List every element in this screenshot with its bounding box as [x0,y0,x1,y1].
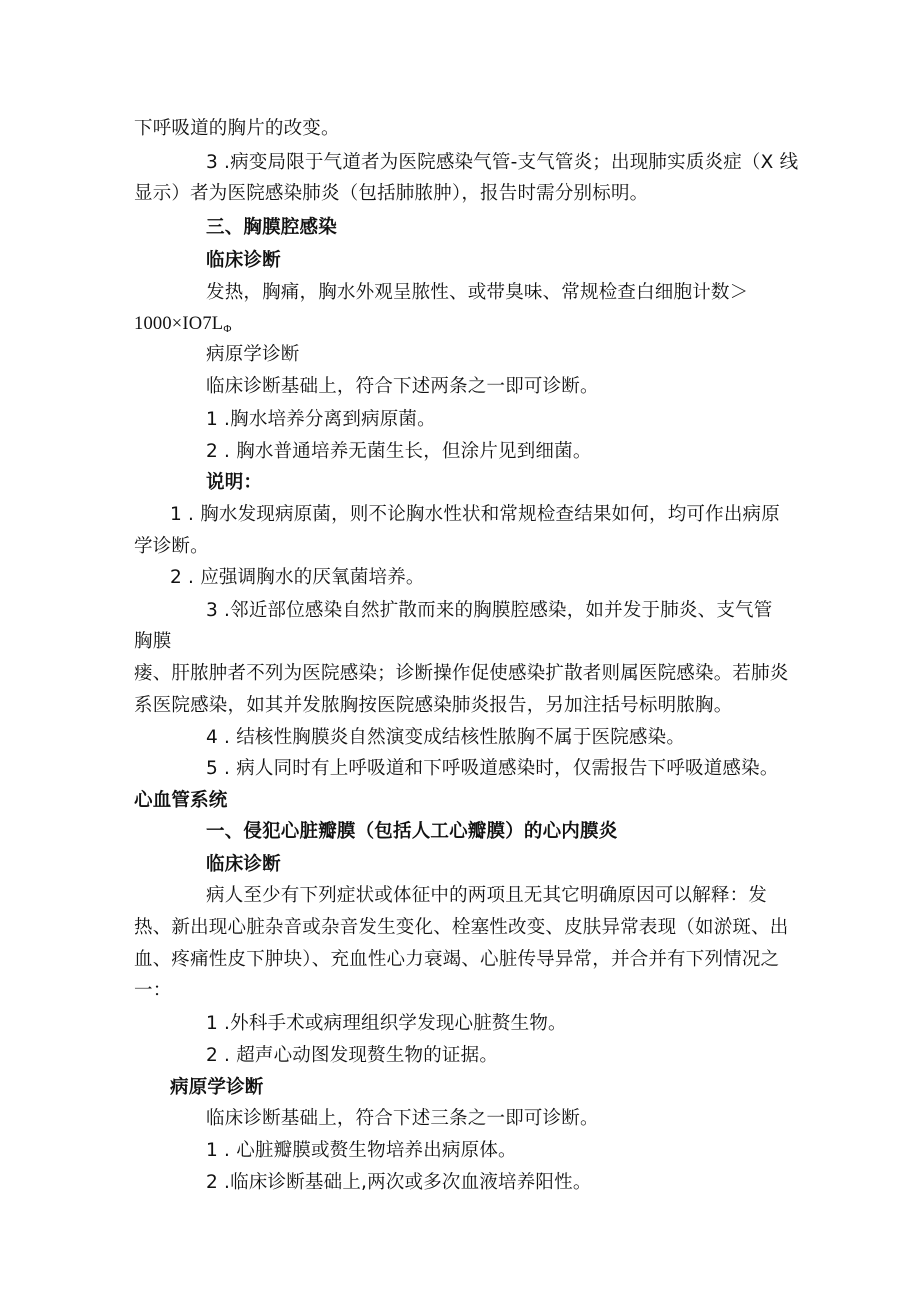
list-item: 1 . 心脏瓣膜或赘生物培养出病原体。 [206,1140,517,1161]
text-line: 热、新出现心脏杂音或杂音发生变化、栓塞性改变、皮肤异常表现（如淤斑、出 [134,917,789,938]
text-line [134,312,232,341]
text-line: 显示）者为医院感染肺炎（包括肺脓肿），报告时需分别标明。 [134,183,649,204]
list-item: 2 . 胸水普通培养无菌生长，但涂片见到细菌。 [206,441,592,462]
section-heading: 三、胸膜腔感染 [206,217,337,238]
text-line: 血、疼痛性皮下肿块）、充血性心力衰竭、心脏传导异常，并合并有下列情况之 [134,949,780,970]
list-item: 4 . 结核性胸膜炎自然演变成结核性脓胸不属于医院感染。 [206,727,686,748]
list-item: 2 . 超声心动图发现赘生物的证据。 [206,1045,499,1066]
paragraph: 临床诊断基础上，符合下述三条之一即可诊断。 [206,1108,599,1129]
text-line: 瘘、肝脓肿者不列为医院感染；诊断操作促使感染扩散者则属医院感染。若肺炎 [134,663,789,684]
list-item: 3 .病变局限于气道者为医院感染气管-支气管炎；出现肺实质炎症（X 线 [206,152,799,173]
paragraph: 临床诊断基础上，符合下述两条之一即可诊断。 [206,376,599,397]
section-heading: 一、侵犯心脏瓣膜（包括人工心瓣膜）的心内膜炎 [206,821,618,842]
text-line: 一： [134,980,172,1001]
subheading: 临床诊断 [206,854,281,875]
text-line: 学诊断。 [134,536,209,557]
list-item: 2 .临床诊断基础上,两次或多次血液培养阳性。 [206,1172,592,1193]
paragraph: 病人至少有下列症状或体征中的两项且无其它明确原因可以解释：发 [206,885,768,906]
list-item: 1 .外科手术或病理组织学发现心脏赘生物。 [206,1013,567,1034]
formula-text: 1000×IO7L [134,314,224,334]
list-item: 3 .邻近部位感染自然扩散而来的胸膜腔感染，如并发于肺炎、支气管 [206,600,773,621]
subheading: 病原学诊断 [170,1077,264,1098]
list-item: 1 .胸水培养分离到病原菌。 [206,409,436,430]
formula-subscript: Φ [223,323,232,335]
subheading: 病原学诊断 [206,344,300,365]
text-line: 系医院感染，如其并发脓胸按医院感染肺炎报告，另加注括号标明脓胸。 [134,695,733,716]
text-line: 下呼吸道的胸片的改变。 [134,118,340,139]
list-item: 5 . 病人同时有上呼吸道和下呼吸道感染时，仅需报告下呼吸道感染。 [206,758,779,779]
section-heading: 心血管系统 [134,790,228,811]
paragraph: 发热，胸痛，胸水外观呈脓性、或带臭味、常规检查白细胞计数＞ [206,282,749,303]
text-line: 胸膜 [134,631,172,652]
list-item: 2 . 应强调胸水的厌氧菌培养。 [170,567,425,588]
subheading: 临床诊断 [206,250,281,271]
list-item: 1 . 胸水发现病原菌，则不论胸水性状和常规检查结果如何，均可作出病原 [170,504,780,525]
subheading: 说明： [206,472,263,493]
